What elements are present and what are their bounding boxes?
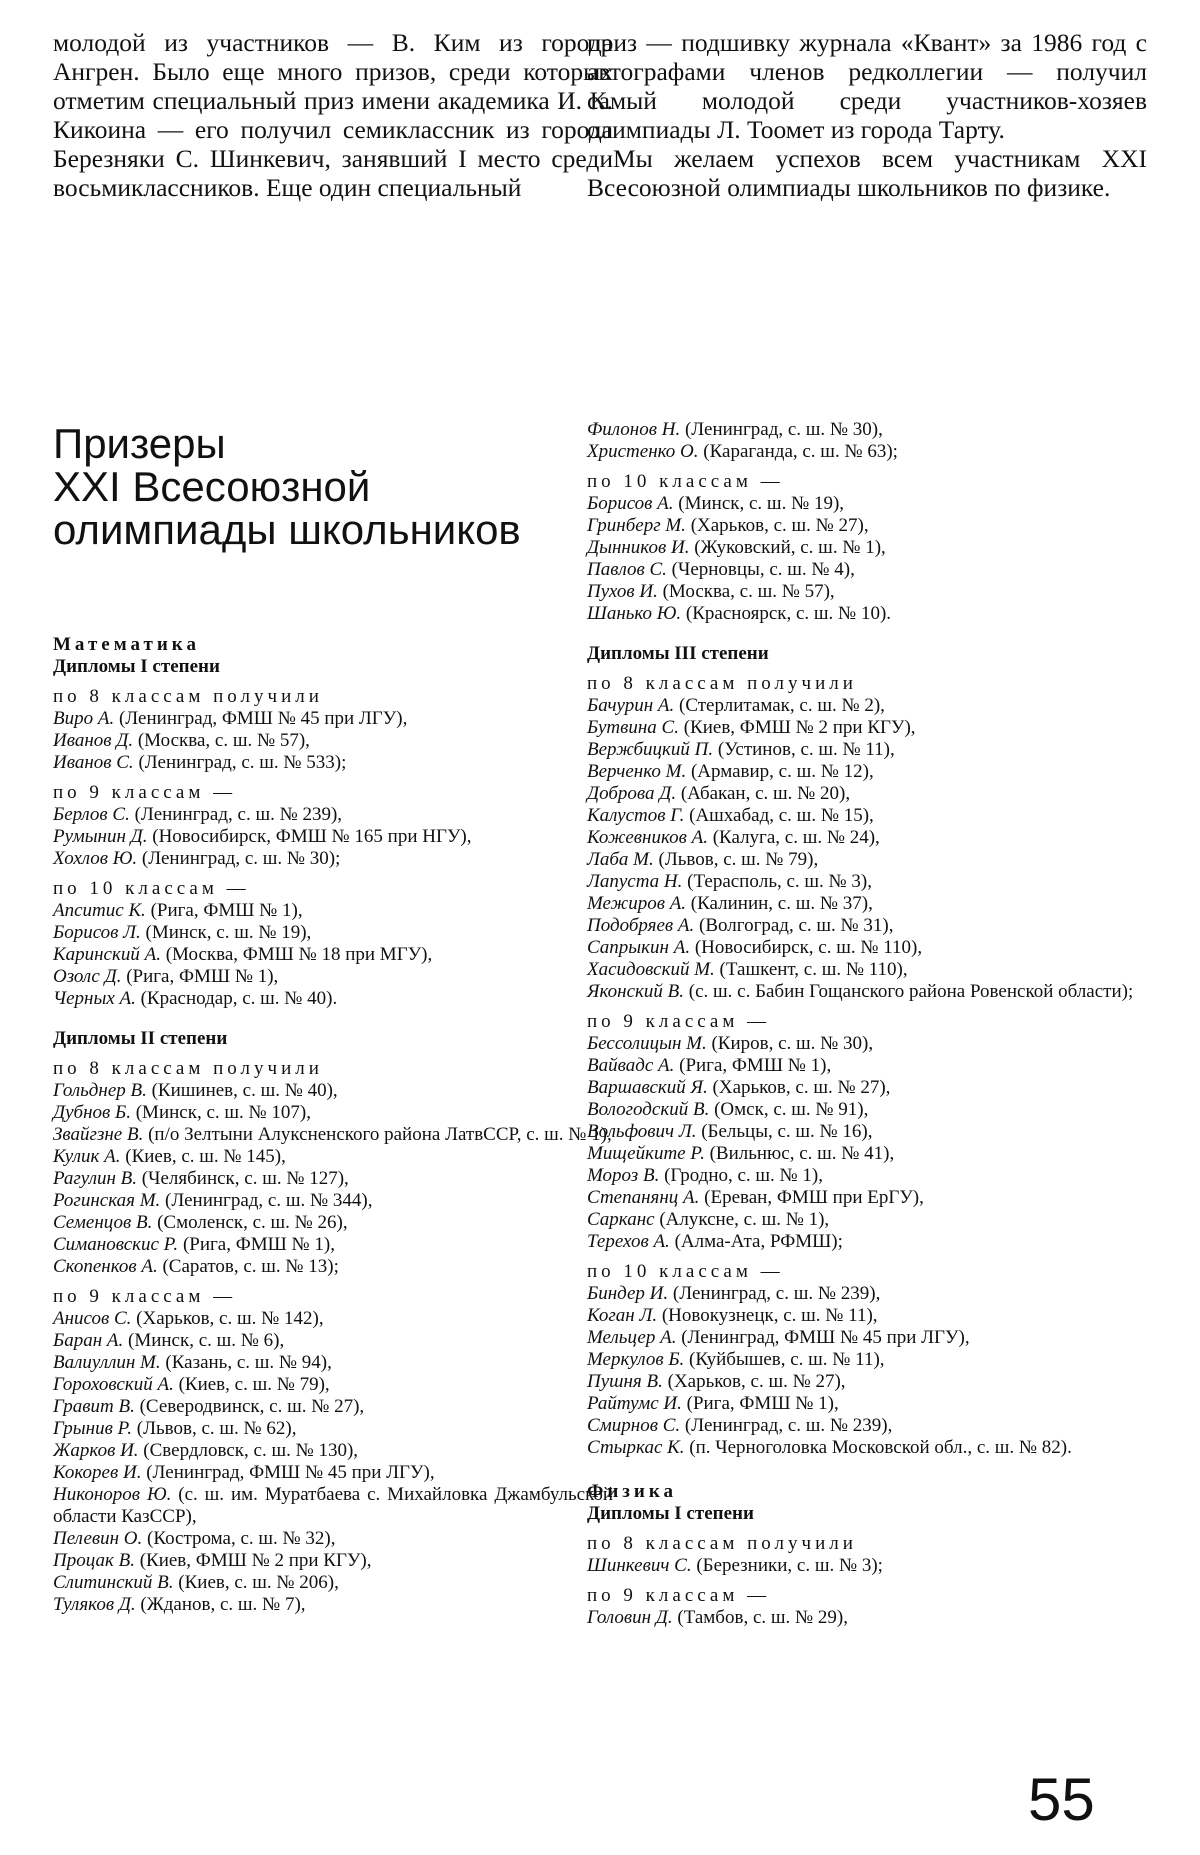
winner-name: Рагулин В.	[53, 1168, 138, 1189]
winner-name: Варшавский Я.	[587, 1077, 708, 1098]
winner-entry	[53, 1234, 613, 1256]
winner-name: Пухов И.	[587, 581, 658, 602]
winner-school: (Алуксне, с. ш. № 1),	[654, 1209, 830, 1230]
winner-school: (Ленинград, ФМШ № 45 при ЛГУ),	[141, 1462, 435, 1483]
winner-name: Кожевников А.	[587, 827, 708, 848]
winner-school: (с. ш. им. Муратбаева с. Михайловка Джамбульской области КазССР),	[53, 1484, 614, 1527]
winner-name: Берлов С.	[53, 804, 130, 825]
winner-name: Мельцер А.	[587, 1327, 677, 1348]
winner-name: Смирнов С.	[587, 1415, 681, 1436]
diploma-section	[53, 1028, 613, 1616]
winner-entry	[53, 1168, 613, 1190]
winner-entry	[53, 1484, 613, 1528]
winner-school: (Армавир, с. ш. № 12),	[686, 761, 874, 782]
winner-name: Степанянц А.	[587, 1187, 700, 1208]
intro-paragraph: молодой из участников — В. Ким из города Ангрен. Было еще много призов, среди которых отметим специальный приз имени академика И. К. Кикоина — его получил семиклассник из города Березняки С. Шинкевич, занявший I место среди восьмиклассников. Еще один специальный	[53, 28, 613, 202]
winner-name: Черных А.	[53, 988, 136, 1009]
winner-school: (Калинин, с. ш. № 37),	[686, 893, 873, 914]
winner-entry	[587, 1305, 1147, 1327]
winner-name: Слитинский В.	[53, 1572, 174, 1593]
winner-entry	[587, 1437, 1147, 1459]
winner-school: (Харьков, с. ш. № 27),	[685, 515, 869, 536]
winner-school: (Львов, с. ш. № 79),	[653, 849, 819, 870]
winner-school: (Минск, с. ш. № 19),	[140, 922, 312, 943]
winner-name: Жарков И.	[53, 1440, 139, 1461]
winner-entry	[587, 849, 1147, 871]
page-number: 55	[1028, 1766, 1095, 1833]
winner-school: (Киев, с. ш. № 79),	[173, 1374, 330, 1395]
winner-name: Грынив Р.	[53, 1418, 133, 1439]
winner-entry	[587, 717, 1147, 739]
winner-name: Хасидовский М.	[587, 959, 715, 980]
winner-school: (Рига, ФМШ № 1),	[681, 1393, 839, 1414]
winners-list-right	[587, 419, 1147, 1629]
intro-column-right	[587, 28, 1147, 202]
winner-school: (Ленинград, с. ш. № 344),	[160, 1190, 373, 1211]
class-group-label: по 9 классам —	[53, 782, 237, 803]
winner-entry	[53, 1256, 613, 1278]
winner-school: (Свердловск, с. ш. № 130),	[138, 1440, 359, 1461]
class-group	[587, 1011, 1147, 1253]
winner-school: (Гродно, с. ш. № 1),	[659, 1165, 823, 1186]
winner-entry	[53, 1550, 613, 1572]
winner-entry	[53, 1146, 613, 1168]
winner-name: Хохлов Ю.	[53, 848, 138, 869]
winner-school: (Новосибирск, ФМШ № 165 при НГУ),	[147, 826, 472, 847]
winner-name: Райтумс И.	[587, 1393, 682, 1414]
winner-entry	[587, 1415, 1147, 1437]
winner-school: (Рига, ФМШ № 1),	[674, 1055, 832, 1076]
winner-name: Доброва Д.	[587, 783, 677, 804]
diploma-section	[587, 419, 1147, 625]
winner-name: Сарканс	[587, 1209, 655, 1230]
class-group	[587, 673, 1147, 1003]
intro-paragraph: Мы желаем успехов всем участникам XXI Всесоюзной олимпиады школьников по физике.	[587, 144, 1147, 202]
class-group	[53, 1286, 613, 1616]
winner-school: (Рига, ФМШ № 1),	[178, 1234, 336, 1255]
winner-name: Борисов Л.	[53, 922, 141, 943]
winner-school: (Ленинград, с. ш. № 30);	[137, 848, 341, 869]
diploma-section	[53, 656, 613, 1010]
winner-entry	[587, 1393, 1147, 1415]
winner-entry	[587, 581, 1147, 603]
winner-school: (Ленинград, с. ш. № 533);	[133, 752, 347, 773]
intro-paragraph: приз — подшивку журнала «Квант» за 1986 год с автографами членов редколлегии — получил самый молодой среди участников-хозяев олимпиады Л. Тоомет из города Тарту.	[587, 28, 1147, 144]
winner-entry	[53, 1594, 613, 1616]
winner-name: Бачурин А.	[587, 695, 675, 716]
winner-name: Рогинская М.	[53, 1190, 161, 1211]
winner-school: (Рига, ФМШ № 1),	[145, 900, 303, 921]
class-group	[587, 419, 1147, 463]
winner-entry	[587, 959, 1147, 981]
winner-name: Иванов Д.	[53, 730, 134, 751]
diploma-heading: Дипломы I степени	[53, 656, 220, 677]
diploma-heading: Дипломы II степени	[53, 1028, 228, 1049]
class-group-label: по 9 классам —	[53, 1286, 237, 1307]
diploma-section	[587, 643, 1147, 1459]
winner-entry	[587, 559, 1147, 581]
winner-entry	[53, 966, 613, 988]
winner-school: (Москва, ФМШ № 18 при МГУ),	[160, 944, 433, 965]
winner-entry	[587, 1099, 1147, 1121]
winner-entry	[587, 1371, 1147, 1393]
class-group-label: по 10 классам —	[587, 471, 784, 492]
intro-column-left	[53, 28, 613, 202]
winner-school: (Абакан, с. ш. № 20),	[676, 783, 851, 804]
winner-entry	[587, 871, 1147, 893]
winner-school: (Киев, с. ш. № 206),	[173, 1572, 339, 1593]
winner-entry	[587, 1165, 1147, 1187]
winner-school: (Кишинев, с. ш. № 40),	[146, 1080, 338, 1101]
winner-name: Гороховский А.	[53, 1374, 174, 1395]
winner-entry	[53, 1330, 613, 1352]
diploma-section	[587, 1503, 1147, 1629]
winner-school: (Киев, ФМШ № 2 при КГУ),	[134, 1550, 372, 1571]
winner-entry	[53, 1352, 613, 1374]
subject-heading: Математика	[53, 634, 200, 655]
winner-name: Шинкевич С.	[587, 1555, 692, 1576]
winner-entry	[587, 1231, 1147, 1253]
winner-name: Озолс Д.	[53, 966, 122, 987]
winner-school: (Москва, с. ш. № 57),	[657, 581, 835, 602]
subject-heading: Физика	[587, 1481, 678, 1502]
winner-entry	[53, 1418, 613, 1440]
winner-name: Иванов С.	[53, 752, 134, 773]
winner-entry	[53, 1462, 613, 1484]
winner-entry	[587, 603, 1147, 625]
winner-name: Дынников И.	[587, 537, 690, 558]
winner-school: (Ленинград, с. ш. № 30),	[680, 419, 883, 440]
winner-entry	[53, 1440, 613, 1462]
class-group-label: по 8 классам получили	[53, 1058, 323, 1079]
winner-school: (Бельцы, с. ш. № 16),	[696, 1121, 873, 1142]
winner-name: Меркулов Б.	[587, 1349, 685, 1370]
winner-name: Никоноров Ю.	[53, 1484, 172, 1505]
subject-section	[587, 1481, 1147, 1629]
winner-name: Симановскис Р.	[53, 1234, 179, 1255]
winner-entry	[587, 783, 1147, 805]
winner-name: Борисов А.	[587, 493, 674, 514]
winner-entry	[587, 493, 1147, 515]
winner-name: Бессолицын М.	[587, 1033, 707, 1054]
winner-name: Подобряев А.	[587, 915, 695, 936]
winner-entry	[53, 1572, 613, 1594]
title-line: Призеры	[53, 420, 226, 467]
subject-section	[53, 634, 613, 1616]
winner-entry	[53, 804, 613, 826]
winner-name: Стыркас К.	[587, 1437, 685, 1458]
winner-school: (Рига, ФМШ № 1),	[121, 966, 279, 987]
diploma-heading: Дипломы I степени	[587, 1503, 754, 1524]
winners-list-left	[53, 630, 613, 1616]
winner-name: Гравит В.	[53, 1396, 135, 1417]
winner-entry	[587, 1187, 1147, 1209]
winner-name: Туляков Д.	[53, 1594, 136, 1615]
winner-school: (Киев, ФМШ № 2 при КГУ),	[678, 717, 916, 738]
winner-entry	[587, 695, 1147, 717]
class-group-label: по 10 классам —	[53, 878, 250, 899]
class-group	[587, 471, 1147, 625]
winner-name: Верченко М.	[587, 761, 687, 782]
winner-name: Шанько Ю.	[587, 603, 682, 624]
winner-entry	[587, 981, 1147, 1003]
winner-entry	[53, 708, 613, 730]
winner-name: Процак В.	[53, 1550, 135, 1571]
winner-entry	[53, 900, 613, 922]
title-line: XXI Всесоюзной	[53, 463, 371, 510]
winner-entry	[53, 988, 613, 1010]
class-group	[53, 878, 613, 1010]
winner-name: Лаба М.	[587, 849, 654, 870]
winner-school: (Минск, с. ш. № 19),	[673, 493, 845, 514]
winner-school: (Новокузнецк, с. ш. № 11),	[657, 1305, 878, 1326]
class-group-label: по 10 классам —	[587, 1261, 784, 1282]
winner-name: Яконский В.	[587, 981, 685, 1002]
winner-entry	[587, 761, 1147, 783]
winner-name: Филонов Н.	[587, 419, 681, 440]
winner-school: (Краснодар, с. ш. № 40).	[135, 988, 338, 1009]
winner-name: Дубнов Б.	[53, 1102, 131, 1123]
class-group-label: по 9 классам —	[587, 1011, 771, 1032]
winner-entry	[53, 826, 613, 848]
winner-school: (п/о Зелтыни Алуксненского района ЛатвССР, с. ш. № 1),	[143, 1124, 612, 1145]
winner-name: Лапуста Н.	[587, 871, 683, 892]
winner-entry	[53, 1396, 613, 1418]
winner-school: (Новосибирск, с. ш. № 110),	[690, 937, 923, 958]
winner-school: (п. Черноголовка Московской обл., с. ш. № 82).	[684, 1437, 1072, 1458]
winner-name: Виро А.	[53, 708, 115, 729]
winner-name: Гольднер В.	[53, 1080, 147, 1101]
winner-entry	[53, 1102, 613, 1124]
winner-school: (Стерлитамак, с. ш. № 2),	[674, 695, 885, 716]
winner-name: Сапрыкин А.	[587, 937, 691, 958]
article-title	[53, 422, 613, 551]
winner-school: (Жуковский, с. ш. № 1),	[689, 537, 886, 558]
winner-name: Пелевин О.	[53, 1528, 143, 1549]
winner-name: Межиров А.	[587, 893, 687, 914]
winner-school: (Саратов, с. ш. № 13);	[157, 1256, 339, 1277]
winner-entry	[53, 1124, 613, 1146]
winner-school: (Киев, с. ш. № 145),	[120, 1146, 286, 1167]
winner-school: (Волгоград, с. ш. № 31),	[694, 915, 894, 936]
winner-school: (Тераспoль, с. ш. № 3),	[682, 871, 873, 892]
winner-entry	[587, 1143, 1147, 1165]
winner-entry	[587, 1349, 1147, 1371]
winner-school: (Киров, с. ш. № 30),	[706, 1033, 874, 1054]
winner-school: (Ленинград, с. ш. № 239),	[668, 1283, 881, 1304]
winner-school: (Минск, с. ш. № 6),	[123, 1330, 285, 1351]
winner-entry	[587, 537, 1147, 559]
winner-entry	[587, 1121, 1147, 1143]
winner-name: Вольфович Л.	[587, 1121, 697, 1142]
winner-entry	[587, 441, 1147, 463]
winner-school: (Москва, с. ш. № 57),	[133, 730, 310, 751]
winner-entry	[587, 1055, 1147, 1077]
winner-school: (Омск, с. ш. № 91),	[709, 1099, 869, 1120]
winner-entry	[587, 1283, 1147, 1305]
winner-name: Коган Л.	[587, 1305, 658, 1326]
winner-name: Апситис К.	[53, 900, 146, 921]
class-group-label: по 8 классам получили	[53, 686, 323, 707]
winner-name: Мищейките Р.	[587, 1143, 705, 1164]
winner-school: (Казань, с. ш. № 94),	[160, 1352, 332, 1373]
winner-school: (с. ш. с. Бабин Гощанского района Ровенской области);	[684, 981, 1134, 1002]
title-line: олимпиады школьников	[53, 506, 521, 553]
winner-school: (Минск, с. ш. № 107),	[130, 1102, 311, 1123]
class-group	[587, 1585, 1147, 1629]
winner-entry	[587, 1033, 1147, 1055]
class-group	[53, 1058, 613, 1278]
winner-school: (Вильнюс, с. ш. № 41),	[704, 1143, 895, 1164]
winner-school: (Алма-Ата, РФМШ);	[669, 1231, 843, 1252]
winner-school: (Львов, с. ш. № 62),	[132, 1418, 297, 1439]
winner-name: Румынин Д.	[53, 826, 148, 847]
winner-entry	[587, 937, 1147, 959]
class-group-label: по 8 классам получили	[587, 1533, 857, 1554]
winner-school: (Смоленск, с. ш. № 26),	[152, 1212, 348, 1233]
winner-school: (Ереван, ФМШ при ЕрГУ),	[699, 1187, 924, 1208]
winner-entry	[587, 1077, 1147, 1099]
winner-name: Баран А.	[53, 1330, 124, 1351]
winner-entry	[53, 944, 613, 966]
winner-name: Головин Д.	[587, 1607, 673, 1628]
winner-entry	[53, 848, 613, 870]
winner-school: (Калуга, с. ш. № 24),	[707, 827, 880, 848]
winner-entry	[53, 1080, 613, 1102]
class-group	[53, 686, 613, 774]
winner-name: Вологодский В.	[587, 1099, 710, 1120]
winner-name: Терехов А.	[587, 1231, 670, 1252]
winner-name: Вайвадс А.	[587, 1055, 675, 1076]
winner-name: Каринский А.	[53, 944, 161, 965]
winner-name: Бутвина С.	[587, 717, 679, 738]
winner-name: Звайгзне В.	[53, 1124, 144, 1145]
winner-name: Мороз В.	[587, 1165, 660, 1186]
class-group	[587, 1261, 1147, 1459]
winner-entry	[587, 1555, 1147, 1577]
winner-name: Пушня В.	[587, 1371, 663, 1392]
winner-school: (Красноярск, с. ш. № 10).	[681, 603, 892, 624]
winner-school: (Ленинград, ФМШ № 45 при ЛГУ),	[114, 708, 408, 729]
winner-entry	[587, 827, 1147, 849]
winner-name: Кокорев И.	[53, 1462, 142, 1483]
winner-entry	[587, 893, 1147, 915]
winner-entry	[53, 1212, 613, 1234]
class-group	[53, 782, 613, 870]
class-group-label: по 9 классам —	[587, 1585, 771, 1606]
winner-school: (Харьков, с. ш. № 27),	[707, 1077, 891, 1098]
winner-name: Вержбицкий П.	[587, 739, 714, 760]
winner-entry	[53, 752, 613, 774]
winner-entry	[587, 419, 1147, 441]
winner-school: (Ташкент, с. ш. № 110),	[714, 959, 908, 980]
winner-name: Кулик А.	[53, 1146, 121, 1167]
winner-name: Скопенков А.	[53, 1256, 158, 1277]
winner-entry	[587, 1209, 1147, 1231]
winner-school: (Челябинск, с. ш. № 127),	[137, 1168, 349, 1189]
winner-school: (Куйбышев, с. ш. № 11),	[684, 1349, 885, 1370]
winner-name: Христенко О.	[587, 441, 699, 462]
winner-entry	[53, 922, 613, 944]
winner-school: (Ленинград, с. ш. № 239),	[680, 1415, 893, 1436]
subject-section	[587, 419, 1147, 1459]
winner-school: (Харьков, с. ш. № 142),	[131, 1308, 324, 1329]
class-group-label: по 8 классам получили	[587, 673, 857, 694]
winner-school: (Ашхабад, с. ш. № 15),	[684, 805, 874, 826]
class-group	[587, 1533, 1147, 1577]
winner-school: (Устинов, с. ш. № 11),	[713, 739, 895, 760]
winner-school: (Харьков, с. ш. № 27),	[662, 1371, 846, 1392]
winner-school: (Северодвинск, с. ш. № 27),	[134, 1396, 365, 1417]
winner-entry	[587, 1607, 1147, 1629]
winner-entry	[53, 730, 613, 752]
winner-school: (Караганда, с. ш. № 63);	[698, 441, 898, 462]
winner-entry	[53, 1308, 613, 1330]
winner-school: (Жданов, с. ш. № 7),	[135, 1594, 306, 1615]
winner-entry	[587, 1327, 1147, 1349]
winner-entry	[587, 515, 1147, 537]
winner-school: (Черновцы, с. ш. № 4),	[666, 559, 855, 580]
winner-name: Калустов Г.	[587, 805, 685, 826]
winner-entry	[53, 1374, 613, 1396]
winner-entry	[53, 1190, 613, 1212]
winner-school: (Тамбов, с. ш. № 29),	[672, 1607, 848, 1628]
winner-name: Гринберг М.	[587, 515, 686, 536]
winner-school: (Ленинград, ФМШ № 45 при ЛГУ),	[676, 1327, 970, 1348]
winner-school: (Ленинград, с. ш. № 239),	[129, 804, 343, 825]
winner-entry	[587, 915, 1147, 937]
winner-name: Павлов С.	[587, 559, 667, 580]
winner-entry	[587, 805, 1147, 827]
winner-entry	[587, 739, 1147, 761]
winner-name: Анисов С.	[53, 1308, 132, 1329]
winner-school: (Кострома, с. ш. № 32),	[142, 1528, 336, 1549]
winner-name: Валиуллин М.	[53, 1352, 161, 1373]
winner-name: Семенцов В.	[53, 1212, 153, 1233]
winner-entry	[53, 1528, 613, 1550]
winner-school: (Березники, с. ш. № 3);	[691, 1555, 883, 1576]
diploma-heading: Дипломы III степени	[587, 643, 769, 664]
winner-name: Биндер И.	[587, 1283, 669, 1304]
